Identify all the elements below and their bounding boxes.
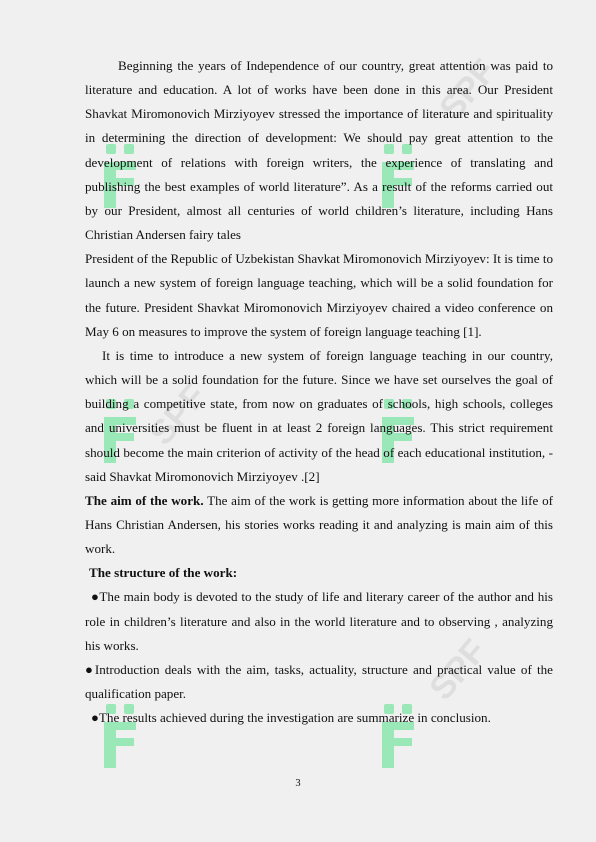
structure-heading-text: The structure of the work: bbox=[89, 565, 238, 581]
svg-text:SPF: SPF bbox=[432, 52, 504, 128]
body-text bbox=[85, 54, 553, 730]
aim-text: The aim of the work is getting more information about the life of Hans Christian Andersen, his stories works reading it and analyzing is main aim of this work. bbox=[85, 492, 553, 557]
bullet-results: ●The results achieved during the investigation are summarize in conclusion. bbox=[91, 710, 491, 726]
paragraph-aim bbox=[85, 489, 553, 561]
svg-text:SPF: SPF bbox=[142, 377, 214, 453]
svg-text:SPF: SPF bbox=[422, 632, 494, 708]
structure-heading bbox=[85, 561, 553, 585]
bullet-main-body: ●The main body is devoted to the study of life and literary career of the author and his role in children’s literature and also in the world literature and to observing , analyzing his works. bbox=[85, 589, 553, 653]
paragraph-independence: Beginning the years of Independence of our country, great attention was paid to literature and education. A lot of works have been done in this area. Our President Shavkat Miromonovich Mirziyoyev stressed the importance of literature and spirituality in determining the direction of development: We should pay great attention to the development of relations with foreign writers, the experience of translating and publishing the best examples of world literature”. As a result of the reforms carried out by our President, almost all centuries of world children’s literature, including Hans Christian Andersen fairy tales bbox=[85, 58, 553, 243]
paragraph-new-system: It is time to introduce a new system of foreign language teaching in our country, which will be a solid foundation for the future. Since we have set ourselves the goal of building a competitive state, from now on graduates of schools, high schools, colleges and universities must be fluent in at least 2 foreign languages. This strict requirement should become the main criterion of activity of the head of each educational institution, - said Shavkat Miromonovich Mirziyoyev .[2] bbox=[85, 347, 553, 484]
bullet-introduction: ●Introduction deals with the aim, tasks, actuality, structure and practical value of the qualification paper. bbox=[85, 661, 553, 702]
page-number: 3 bbox=[295, 778, 301, 789]
paragraph-president: President of the Republic of Uzbekistan Shavkat Miromonovich Mirziyoyev: It is time to launch a new system of foreign language teaching, which will be a solid foundation for the future. President Shavkat Miromonovich Mirziyoyev chaired a video conference on May 6 on measures to improve the system of foreign language teaching [1]. bbox=[85, 251, 553, 339]
aim-heading: The aim of the work. bbox=[85, 492, 204, 508]
